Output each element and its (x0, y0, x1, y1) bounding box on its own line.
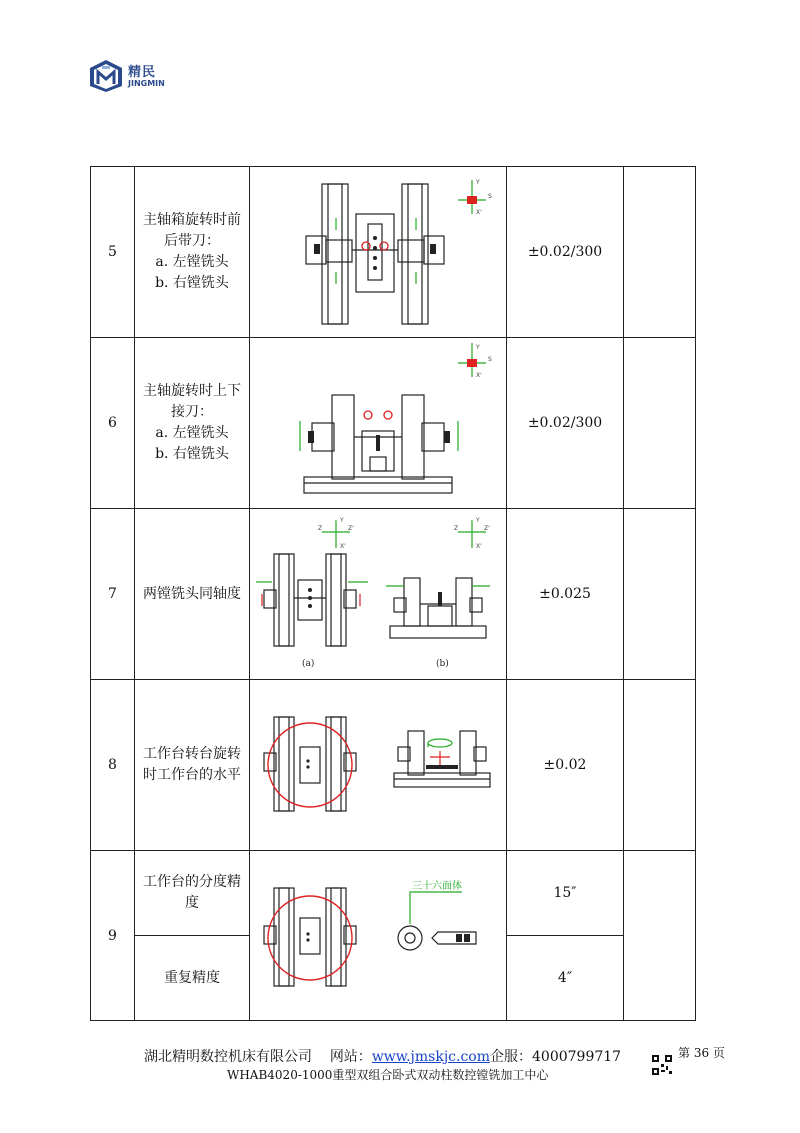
page-number: 第 36 页 (678, 1046, 725, 1060)
svg-text:X': X' (476, 209, 482, 216)
indexing-accuracy-diagram (250, 852, 506, 1020)
row-number: 9 (91, 851, 135, 1021)
remark-cell (624, 338, 696, 509)
tolerance-value: ±0.02/300 (507, 167, 624, 338)
svg-text:Z: Z (454, 525, 459, 532)
svg-text:Y: Y (340, 517, 344, 524)
figure-cell (250, 167, 507, 338)
svg-text:Z': Z' (484, 525, 490, 532)
svg-text:Z': Z' (348, 525, 354, 532)
remark-cell (624, 509, 696, 680)
figure-cell (250, 338, 507, 509)
inspection-item: 主轴箱旋转时前 后带刀： a. 左镗铣头 b. 右镗铣头 (135, 167, 250, 338)
figure-cell (250, 851, 507, 1021)
inspection-item: 工作台的分度精 度 (135, 851, 250, 936)
row-number: 7 (91, 509, 135, 680)
figure-label-a: (a) (302, 659, 315, 669)
svg-text:X': X' (476, 372, 482, 379)
remark-cell (624, 167, 696, 338)
table-row (91, 509, 696, 680)
figure-cell (250, 509, 507, 680)
svg-text:X': X' (476, 543, 482, 550)
website-label: 网站： (329, 1049, 372, 1065)
inspection-item: 主轴旋转时上下 接刀： a. 左镗铣头 b. 右镗铣头 (135, 338, 250, 509)
polygon-label: 三十六面体 (412, 880, 462, 892)
inspection-item: 工作台转台旋转 时工作台的水平 (135, 680, 250, 851)
rotary-table-level-diagram (250, 681, 506, 849)
row-number: 6 (91, 338, 135, 509)
table-row (91, 167, 696, 338)
tolerance-value: 15″ (507, 851, 624, 936)
figure-cell (250, 680, 507, 851)
row-number: 8 (91, 680, 135, 851)
logo-name-cn: 精民 (128, 65, 157, 80)
svg-text:S: S (488, 193, 492, 200)
inspection-table (90, 166, 696, 1021)
svg-text:Y: Y (476, 517, 480, 524)
tolerance-value: ±0.02/300 (507, 338, 624, 509)
qr-code-icon (651, 1054, 673, 1076)
spindle-front-view-diagram (250, 339, 506, 507)
table-row (91, 338, 696, 509)
tolerance-value: ±0.025 (507, 509, 624, 680)
machine-model: WHAB4020-1000重型双组合卧式双动柱数控镗铣加工中心 (227, 1068, 549, 1082)
svg-text:S: S (488, 356, 492, 363)
spindle-top-view-diagram (250, 168, 506, 336)
inspection-item: 重复精度 (135, 936, 250, 1021)
company-name: 湖北精明数控机床有限公司 (144, 1049, 312, 1065)
row-number: 5 (91, 167, 135, 338)
remark-cell (624, 851, 696, 1021)
tolerance-value: ±0.02 (507, 680, 624, 851)
coaxiality-diagram (250, 510, 506, 678)
svg-text:Z: Z (318, 525, 323, 532)
inspection-item: 两镗铣头同轴度 (135, 509, 250, 680)
figure-label-b: (b) (436, 659, 449, 669)
remark-cell (624, 680, 696, 851)
tolerance-value: 4″ (507, 936, 624, 1021)
service-hotline: 企服：4000799717 (490, 1049, 622, 1065)
table-row (91, 680, 696, 851)
svg-text:Y: Y (476, 179, 480, 186)
svg-text:Y: Y (476, 344, 480, 351)
logo-name-en: JINGMIN (128, 79, 165, 88)
website-link[interactable]: www.jmskjc.com (371, 1049, 491, 1065)
footer-contact (144, 1046, 621, 1066)
table-row (91, 851, 696, 936)
svg-text:X': X' (340, 543, 346, 550)
